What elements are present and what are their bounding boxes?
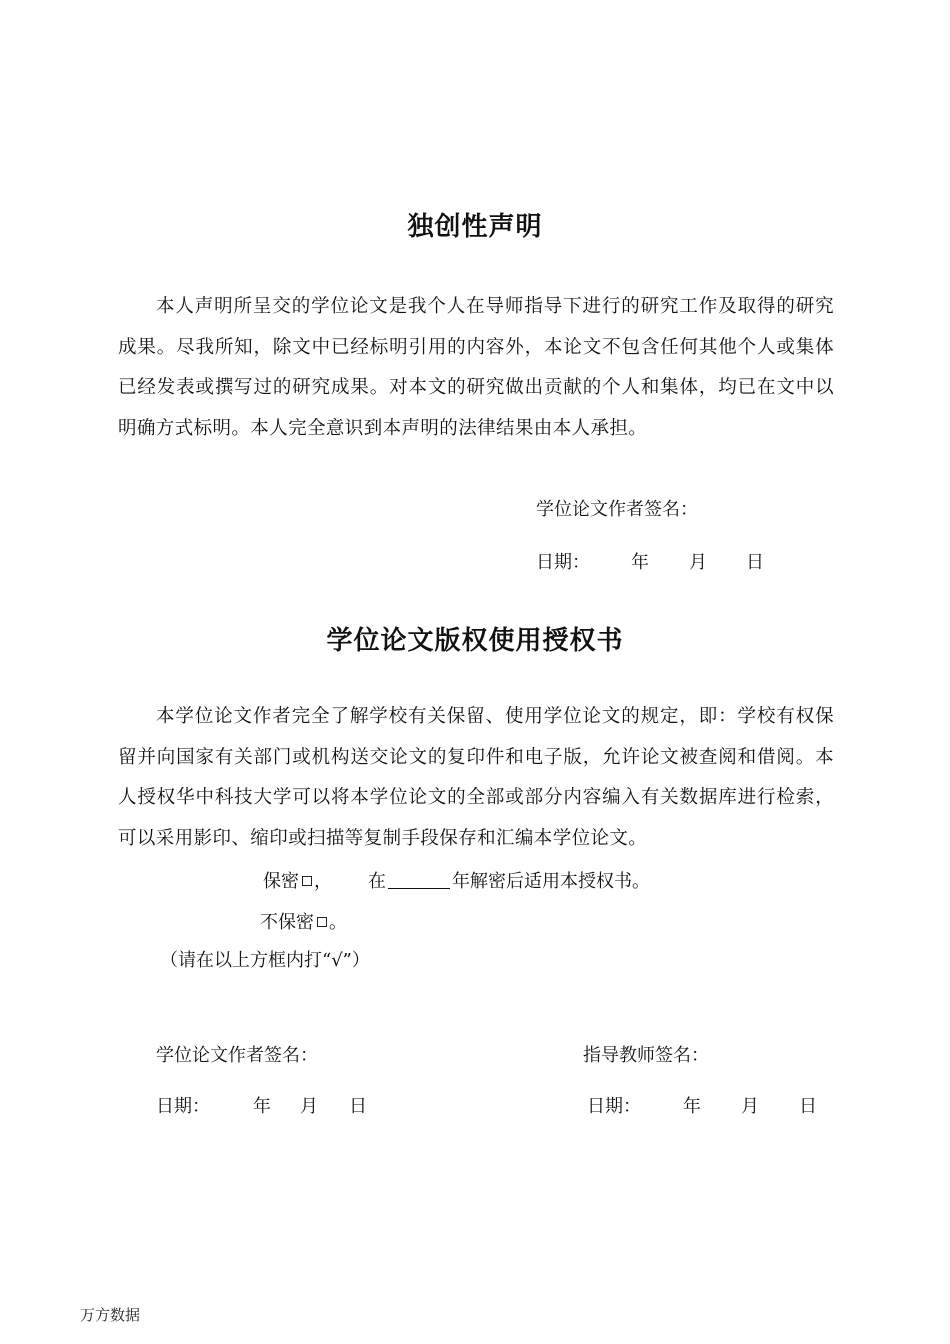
advisor-year-label: 年 (683, 1096, 701, 1117)
after-blank-text: 年解密后适用本授权书。 (452, 871, 650, 892)
authorization-body: 本学位论文作者完全了解学校有关保留、使用学位论文的规定，即：学校有权保留并向国家有关部门或机构送交论文的复印件和电子版，允许论文被查阅和借阅。本人授权华中科技大学可以将本学位论文的全部或部分内容编入有关数据库进行检索，可以采用影印、缩印或扫描等复制手段保存和汇编本学位论文。 (118, 706, 834, 849)
author-year-label: 年 (253, 1096, 271, 1117)
declassify-year-blank[interactable] (388, 870, 450, 889)
author-day-label: 日 (349, 1096, 367, 1117)
declaration-year-label: 年 (631, 552, 649, 573)
in-label: 在 (368, 871, 386, 892)
checkbox-instruction: （请在以上方框内打“√”） (160, 950, 370, 971)
declaration-signature-label: 学位论文作者签名： (536, 499, 698, 520)
not-confidential-end: 。 (329, 912, 347, 933)
confidential-separator: ， (314, 871, 332, 892)
advisor-signature-label: 指导教师签名： (583, 1045, 709, 1066)
not-confidential-label: 不保密 (260, 912, 314, 933)
confidential-line (263, 867, 650, 893)
confidential-label: 保密 (263, 871, 299, 892)
advisor-month-label: 月 (741, 1096, 759, 1117)
advisor-date-label: 日期： (587, 1096, 641, 1117)
declaration-month-label: 月 (689, 552, 707, 573)
not-confidential-checkbox[interactable] (317, 917, 327, 927)
declaration-title: 独创性声明 (407, 212, 543, 242)
author-signature-label: 学位论文作者签名： (156, 1045, 318, 1066)
author-date-label: 日期： (156, 1096, 210, 1117)
declaration-body: 本人声明所呈交的学位论文是我个人在导师指导下进行的研究工作及取得的研究成果。尽我所知，除文中已经标明引用的内容外，本论文不包含任何其他个人或集体已经发表或撰写过的研究成果。对本文的研究做出贡献的个人和集体，均已在文中以明确方式标明。本人完全意识到本声明的法律结果由本人承担。 (118, 296, 834, 439)
declaration-date-label: 日期： (536, 552, 590, 573)
declaration-day-label: 日 (746, 552, 764, 573)
not-confidential-line (260, 908, 347, 934)
footer-watermark: 万方数据 (80, 1306, 141, 1324)
confidential-checkbox[interactable] (302, 876, 312, 886)
author-month-label: 月 (300, 1096, 318, 1117)
advisor-day-label: 日 (799, 1096, 817, 1117)
authorization-title: 学位论文版权使用授权书 (326, 626, 624, 656)
